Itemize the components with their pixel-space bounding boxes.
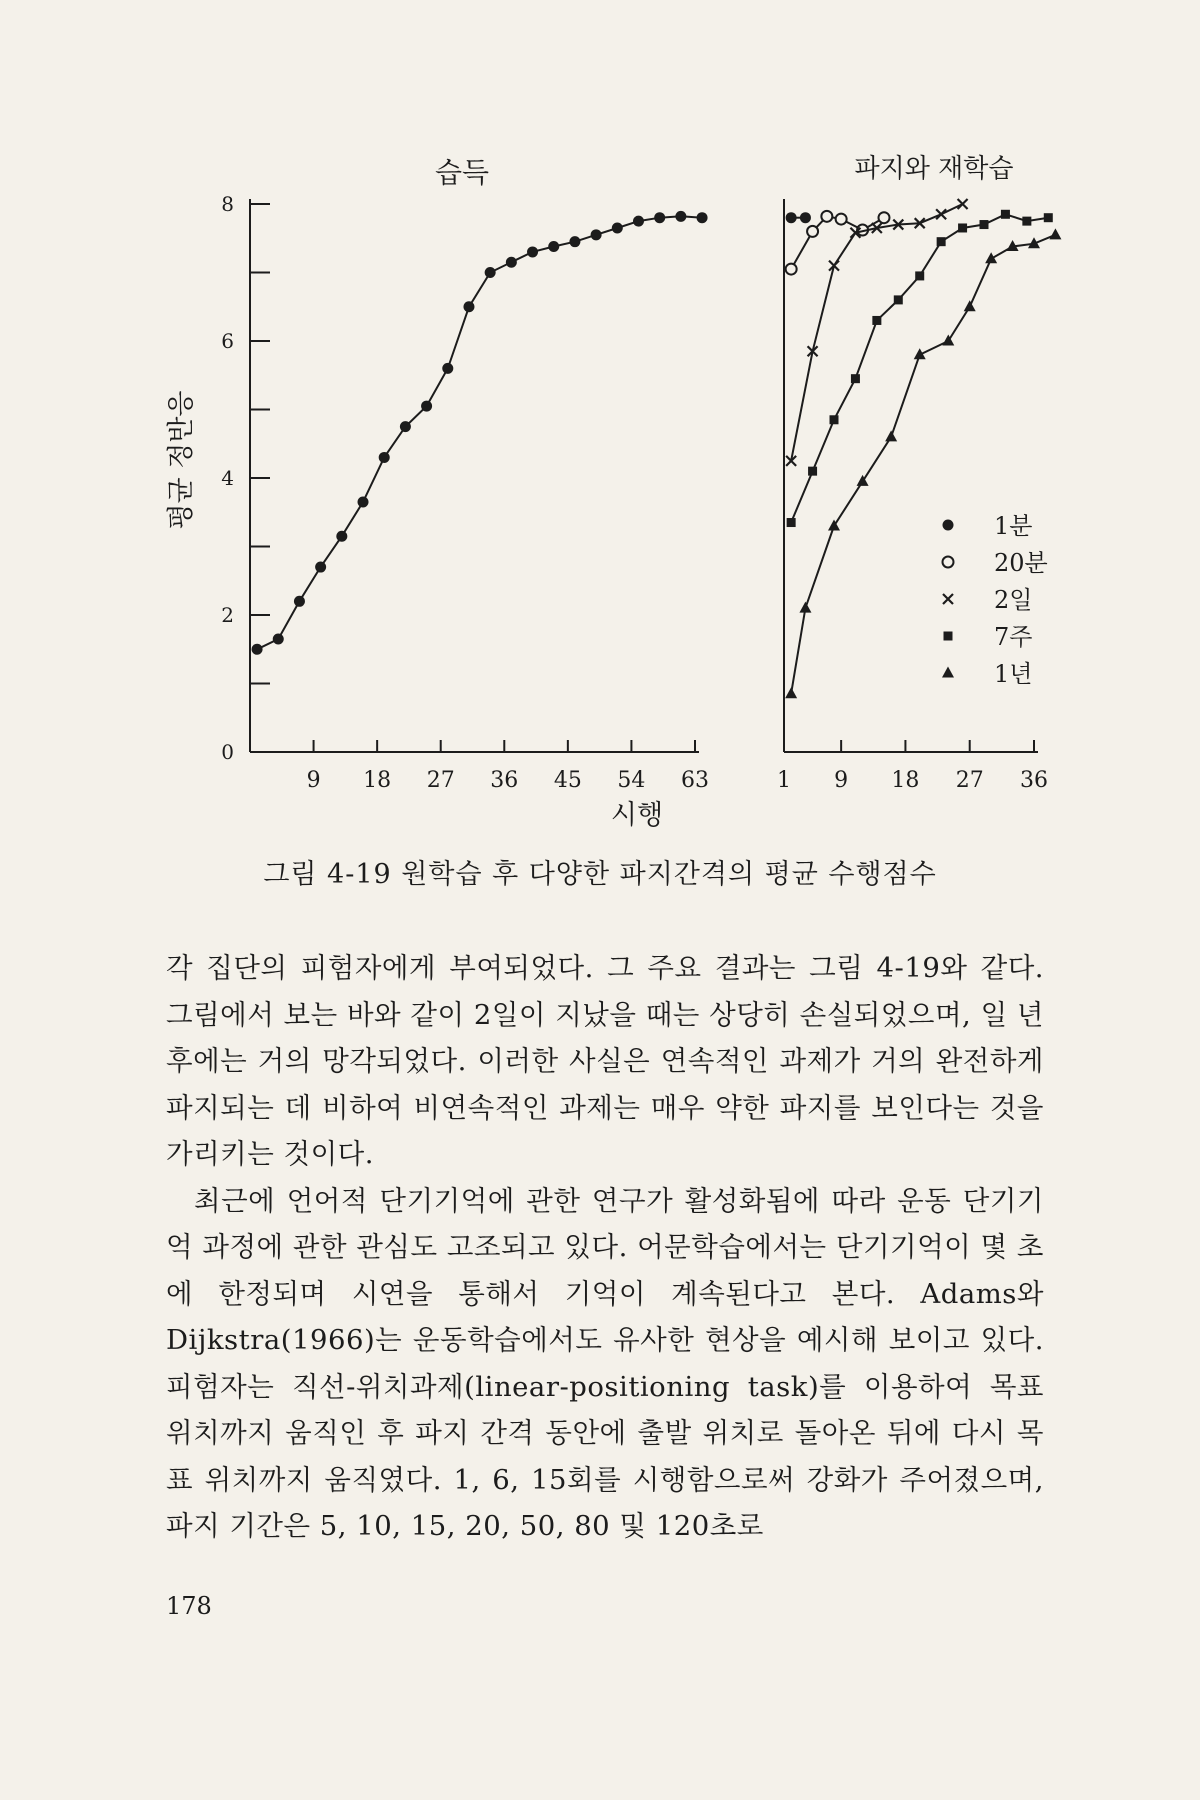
series-1	[252, 211, 708, 655]
data-point	[936, 209, 946, 219]
data-point	[786, 212, 797, 223]
legend-marker	[943, 594, 953, 604]
x-tick-label: 54	[617, 768, 646, 793]
x-tick-label: 1	[777, 768, 791, 793]
data-point	[463, 301, 474, 312]
data-point	[879, 212, 890, 223]
x-tick-label: 18	[891, 768, 920, 793]
figure-caption: 그림 4-19 원학습 후 다양한 파지간격의 평균 수행점수	[263, 859, 937, 890]
data-point	[937, 237, 946, 246]
legend-marker	[942, 667, 954, 678]
legend-item	[944, 623, 1033, 651]
data-point	[379, 452, 390, 463]
y-tick-label: 2	[221, 603, 234, 627]
data-point	[1049, 228, 1061, 239]
body-text	[166, 945, 1044, 1550]
x-tick-label: 9	[834, 768, 849, 793]
series-line	[257, 216, 702, 649]
data-point	[785, 687, 797, 698]
data-point	[273, 633, 284, 644]
y-axis-label: 평균 정반응	[166, 390, 197, 530]
x-tick-label: 27	[955, 768, 984, 793]
right-chart	[777, 199, 1061, 793]
data-point	[252, 644, 263, 655]
data-point	[964, 300, 976, 311]
figure-4-19	[0, 0, 1200, 840]
legend-label: 2일	[994, 586, 1033, 614]
legend-label: 7주	[994, 623, 1033, 651]
legend-marker	[944, 632, 953, 641]
data-point	[885, 430, 897, 441]
data-point	[569, 236, 580, 247]
data-point	[787, 518, 796, 527]
legend-item	[943, 512, 1033, 540]
data-point	[421, 401, 432, 412]
paragraph-2: 최근에 언어적 단기기억에 관한 연구가 활성화됨에 따라 운동 단기기억 과정에 관한 관심도 고조되고 있다. 어문학습에서는 단기기억이 몇 초에 한정되며 시연을 통해서 기억이 계속된다고 본다. Adams와 Dijkstra(1966)는 운동학습에서도 유사한 현상을 예시해 보이고 있다. 피험자는 직선-위치과제(linear-positioning task)를 이용하여 목표 위치까지 움직인 후 파지 간격 동안에 출발 위치로 돌아온 뒤에 다시 목표 위치까지 움직였다. 1, 6, 15회를 시행함으로써 강화가 주어졌으며, 파지 기간은 5, 10, 15, 20, 50, 80 및 120초로	[166, 1184, 1044, 1542]
data-point	[786, 264, 797, 275]
data-point	[808, 467, 817, 476]
data-point	[980, 220, 989, 229]
y-tick-label: 6	[221, 329, 234, 353]
legend-item	[943, 586, 1032, 614]
data-point	[807, 226, 818, 237]
data-point	[400, 421, 411, 432]
data-point	[872, 316, 881, 325]
data-point	[1044, 213, 1053, 222]
x-tick-label: 63	[681, 768, 709, 793]
x-tick-label: 36	[1020, 768, 1048, 793]
data-point	[894, 295, 903, 304]
data-point	[958, 223, 967, 232]
data-point	[612, 222, 623, 233]
legend-label: 20분	[994, 549, 1048, 577]
y-tick-label: 4	[221, 466, 234, 490]
paragraph-1: 각 집단의 피험자에게 부여되었다. 그 주요 결과는 그림 4-19와 같다. 그림에서 보는 바와 같이 2일이 지났을 때는 상당히 손실되었으며, 일 년 후에는 거의 망각되었다. 이러한 사실은 연속적인 과제가 거의 완전하게 파지되는 데 비하여 비연속적인 과제는 매우 약한 파지를 보인다는 것을 가리키는 것이다.	[166, 952, 1044, 1170]
x-tick-label: 27	[426, 768, 455, 793]
data-point	[697, 212, 708, 223]
x-tick-label: 18	[363, 768, 392, 793]
x-tick-label: 45	[553, 768, 582, 793]
legend-marker	[943, 557, 954, 568]
data-point	[654, 212, 665, 223]
legend-item	[942, 660, 1032, 688]
data-point	[958, 199, 968, 209]
page-number: 178	[166, 1592, 212, 1620]
x-axis-label: 시행	[610, 800, 664, 831]
data-point	[1022, 217, 1031, 226]
left-chart	[221, 192, 709, 793]
data-point	[985, 252, 997, 263]
data-point	[799, 602, 811, 613]
data-point	[527, 246, 538, 257]
legend-label: 1분	[994, 512, 1033, 540]
axes	[777, 199, 1048, 793]
legend-marker	[943, 520, 954, 531]
data-point	[548, 241, 559, 252]
data-point	[675, 211, 686, 222]
data-point	[294, 596, 305, 607]
series-4	[787, 210, 1053, 527]
data-point	[633, 216, 644, 227]
data-point	[1001, 210, 1010, 219]
data-point	[821, 211, 832, 222]
data-point	[591, 229, 602, 240]
x-tick-label: 9	[306, 768, 321, 793]
x-tick-label: 36	[490, 768, 519, 793]
data-point	[485, 267, 496, 278]
data-point	[851, 374, 860, 383]
data-point	[915, 271, 924, 280]
data-point	[506, 257, 517, 268]
y-tick-label: 0	[221, 740, 234, 764]
legend-label: 1년	[994, 660, 1033, 688]
left-chart-title: 습득	[434, 156, 490, 189]
y-tick-label: 8	[221, 192, 234, 216]
legend-item	[943, 549, 1048, 577]
data-point	[442, 363, 453, 374]
axes	[221, 192, 709, 793]
data-point	[836, 214, 847, 225]
data-point	[315, 562, 326, 573]
data-point	[336, 531, 347, 542]
data-point	[800, 212, 811, 223]
series-1	[786, 212, 811, 223]
legend	[942, 512, 1048, 688]
right-chart-title: 파지와 재학습	[854, 154, 1014, 184]
data-point	[830, 415, 839, 424]
data-point	[358, 496, 369, 507]
